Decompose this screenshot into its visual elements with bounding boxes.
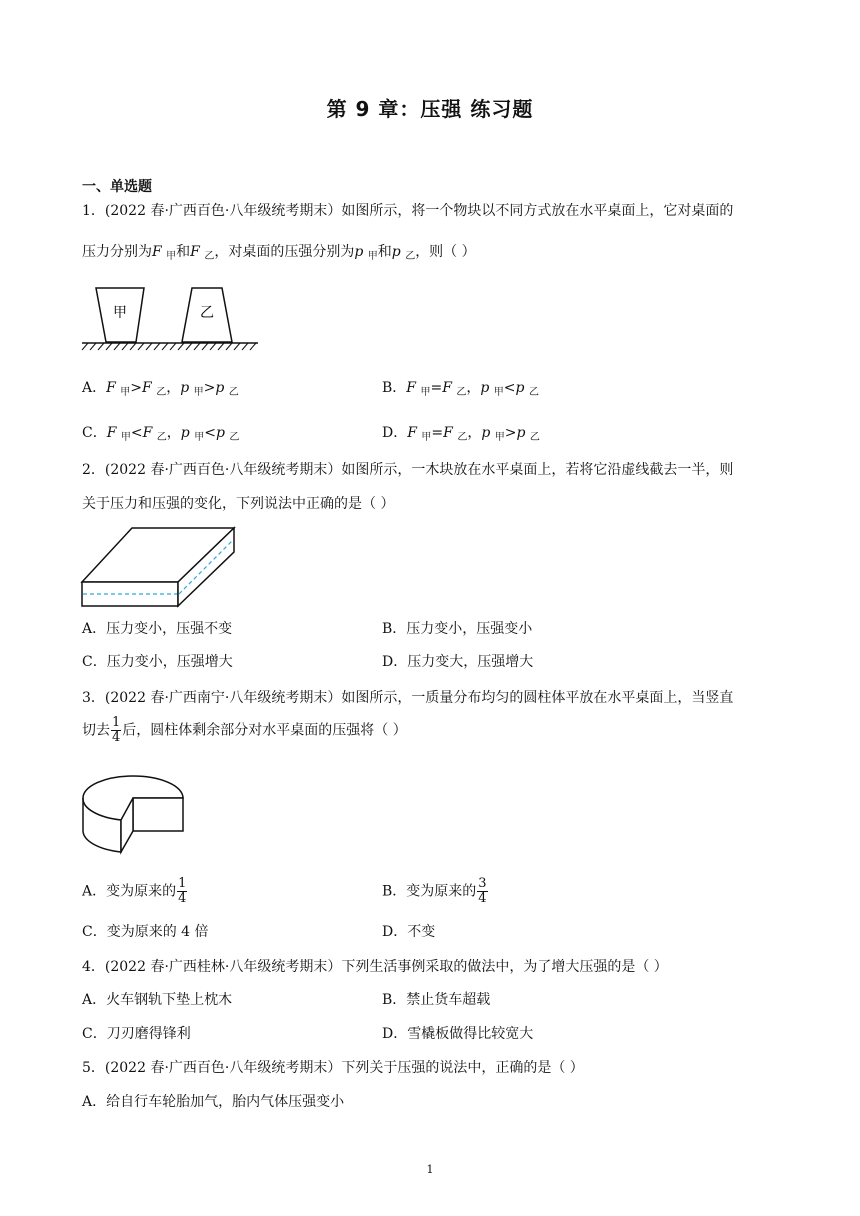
q5-stem: 5．(2022 春·广西百色·八年级统考期末）下列关于压强的说法中，正确的是（ ） xyxy=(82,1060,584,1076)
q1-option-b[interactable]: B．F $_甲$=F $_乙$，p $_甲$<p $_乙$ xyxy=(382,380,539,398)
q1-stem-line1: 1．(2022 春·广西百色·八年级统考期末）如图所示，将一个物块以不同方式放在水平桌面上，它对桌面的 xyxy=(82,203,734,219)
q1-option-d[interactable]: D．F $_甲$=F $_乙$，p $_甲$>p $_乙$ xyxy=(382,425,540,443)
q3-option-c[interactable]: C．变为原来的 4 倍 xyxy=(82,924,209,940)
q3-figure xyxy=(80,765,190,860)
q3-option-b[interactable]: B．变为原来的 $\frac{3}{4}$ xyxy=(382,876,487,906)
q5-option-a[interactable]: A．给自行车轮胎加气，胎内气体压强变小 xyxy=(82,1094,345,1110)
q4-option-d[interactable]: D．雪橇板做得比较宽大 xyxy=(382,1026,534,1042)
fraction-one-quarter: $\frac{1}{4}$ xyxy=(178,876,187,906)
q3-stem-line2: 切去 $\frac{1}{4}$ 后，圆柱体剩余部分对水平桌面的压强将（ ） xyxy=(82,715,407,745)
fig-label-yi: 乙 xyxy=(200,305,214,321)
fraction-three-quarters: $\frac{3}{4}$ xyxy=(478,876,487,906)
q2-figure xyxy=(80,525,236,609)
q1-stem-line2: 压力分别为F $_甲$和F $_乙$，对桌面的压强分别为p $_甲$和p $_乙$，则（ ） xyxy=(82,244,476,262)
fig-label-jia: 甲 xyxy=(113,305,127,321)
q2-option-c[interactable]: C．压力变小，压强增大 xyxy=(82,654,233,670)
q2-option-b[interactable]: B．压力变小，压强变小 xyxy=(382,621,533,637)
q1-option-a[interactable]: A．F $_甲$>F $_乙$，p $_甲$>p $_乙$ xyxy=(82,380,239,398)
q2-stem-line1: 2．(2022 春·广西百色·八年级统考期末）如图所示，一木块放在水平桌面上，若将它沿虚线截去一半，则 xyxy=(82,462,734,478)
section-heading: 一、单选题 xyxy=(82,179,152,195)
q3-option-a[interactable]: A．变为原来的 $\frac{1}{4}$ xyxy=(82,876,187,906)
q3-option-d[interactable]: D．不变 xyxy=(382,924,436,940)
q4-option-a[interactable]: A．火车钢轨下垫上枕木 xyxy=(82,992,233,1008)
q1-figure xyxy=(80,280,260,352)
fraction-one-quarter: $\frac{1}{4}$ xyxy=(112,715,121,745)
q2-option-d[interactable]: D．压力变大，压强增大 xyxy=(382,654,534,670)
page-title: 第 9 章：压强 练习题 xyxy=(326,97,534,121)
q4-stem: 4．(2022 春·广西桂林·八年级统考期末）下列生活事例采取的做法中，为了增大压强的是（ ） xyxy=(82,959,668,975)
q3-stem-line1: 3．(2022 春·广西南宁·八年级统考期末）如图所示，一质量分布均匀的圆柱体平放在水平桌面上，当竖直 xyxy=(82,690,734,706)
page-number: 1 xyxy=(426,1163,434,1176)
q2-option-a[interactable]: A．压力变小，压强不变 xyxy=(82,621,233,637)
q1-option-c[interactable]: C．F $_甲$<F $_乙$，p $_甲$<p $_乙$ xyxy=(82,425,240,443)
q4-option-c[interactable]: C．刀刃磨得锋利 xyxy=(82,1026,191,1042)
q4-option-b[interactable]: B．禁止货车超载 xyxy=(382,992,491,1008)
q2-stem-line2: 关于压力和压强的变化，下列说法中正确的是（ ） xyxy=(82,496,395,512)
